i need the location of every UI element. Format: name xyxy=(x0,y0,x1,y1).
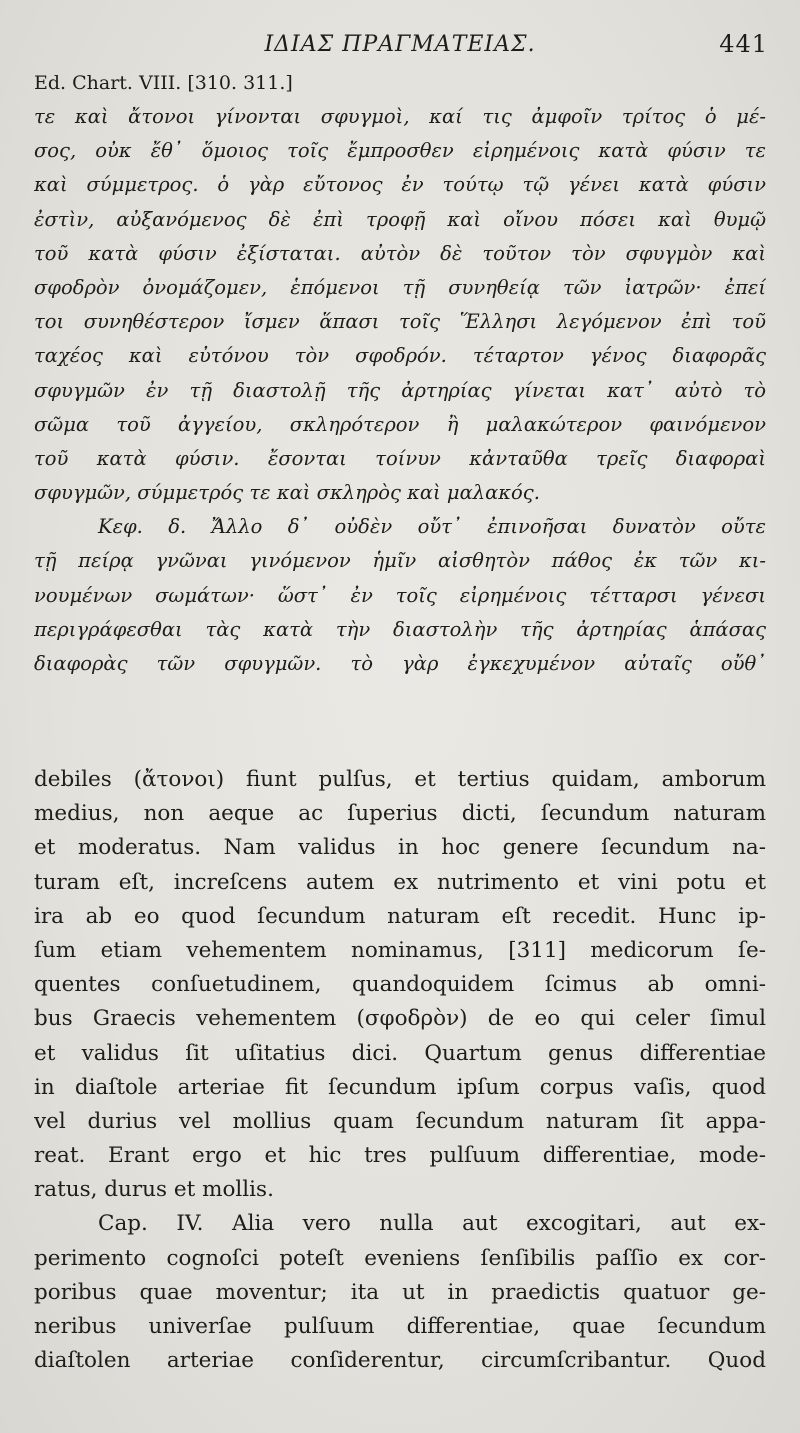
greek-chapter-heading-line: Κεφ. δ. Ἄλλο δ᾽ οὐδὲν οὔτ᾽ ἐπινοῆσαι δυνατὸν οὔτε xyxy=(98,515,766,539)
greek-line: σφυγμῶν ἐν τῇ διαστολῇ τῆς ἀρτηρίας γίνεται κατ᾽ αὐτὸ τὸ xyxy=(34,378,766,402)
latin-line: neribus univerſae pulſuum differentiae, quae ſecundum xyxy=(34,1314,766,1339)
greek-line: περιγράφεσθαι τὰς κατὰ τὴν διαστολὴν τῆς ἀρτηρίας ἁπάσας xyxy=(34,617,766,641)
greek-line: τοι συνηθέστερον ἴσμεν ἅπασι τοῖς Ἕλλησι λεγόμενον ἐπὶ τοῦ xyxy=(34,310,766,334)
running-head xyxy=(0,30,800,64)
edition-reference: Ed. Chart. VIII. [310. 311.] xyxy=(34,72,293,94)
latin-line: et validus ſit uſitatius dici. Quartum genus differentiae xyxy=(34,1040,766,1066)
greek-line: ἐστὶν, αὐξανόμενος δὲ ἐπὶ τροφῇ καὶ οἴνου πόσει καὶ θυμῷ xyxy=(34,207,766,231)
greek-line: σος, οὐκ ἔθ᾽ ὅμοιος τοῖς ἔμπροσθεν εἰρημένοις κατὰ φύσιν τε xyxy=(34,139,766,163)
page-number: 441 xyxy=(719,30,768,58)
latin-line: vel durius vel mollius quam ſecundum naturam ſit appa- xyxy=(34,1108,766,1134)
latin-line: perimento cognoſci poteſt eveniens ſenſibilis paſſio ex cor- xyxy=(34,1245,766,1271)
latin-text-block xyxy=(34,763,766,1378)
latin-line: poribus quae moventur; ita ut in praedictis quatuor ge- xyxy=(34,1279,766,1305)
latin-line: in diaſtole arteriae fit ſecundum ipſum corpus vaſis, quod xyxy=(34,1074,766,1100)
latin-line: et moderatus. Nam validus in hoc genere ſecundum na- xyxy=(34,835,766,861)
greek-line: τε καὶ ἄτονοι γίνονται σφυγμοὶ, καί τις ἀμφοῖν τρίτος ὁ μέ- xyxy=(34,105,766,128)
greek-line: σῶμα τοῦ ἀγγείου, σκληρότερον ἢ μαλακώτερον φαινόμενον xyxy=(34,412,766,436)
greek-line: νουμένων σωμάτων· ὥστ᾽ ἐν τοῖς εἰρημένοις τέτταρσι γένεσι xyxy=(34,583,766,607)
greek-line: τοῦ κατὰ φύσιν ἐξίσταται. αὐτὸν δὲ τοῦτον τὸν σφυγμὸν καὶ xyxy=(34,241,766,265)
latin-line: ratus, durus et mollis. xyxy=(34,1177,274,1203)
latin-line: quentes conſuetudinem, quandoquidem ſcimus ab omni- xyxy=(34,972,766,998)
greek-line: διαφορὰς τῶν σφυγμῶν. τὸ γὰρ ἐγκεχυμένον αὐταῖς οὔθ᾽ xyxy=(34,652,766,675)
latin-chapter-heading-line: Cap. IV. Alia vero nulla aut excogitari, aut ex- xyxy=(98,1211,766,1237)
latin-line: ſum etiam vehementem nominamus, [311] medicorum ſe- xyxy=(34,937,766,963)
running-title: ΙΔΙΑΣ ΠΡΑΓΜΑΤΕΙΑΣ. xyxy=(264,32,536,57)
greek-line: σφυγμῶν, σύμμετρός τε καὶ σκληρὸς καὶ μαλακός. xyxy=(34,481,540,505)
latin-line: reat. Erant ergo et hic tres pulſuum differentiae, mode- xyxy=(34,1143,766,1169)
latin-line: medius, non aeque ac ſuperius dicti, ſecundum naturam xyxy=(34,801,766,827)
greek-line: σφοδρὸν ὀνομάζομεν, ἑπόμενοι τῇ συνηθείᾳ τῶν ἰατρῶν· ἐπεί xyxy=(34,275,766,299)
greek-text-block xyxy=(34,100,766,681)
latin-line: turam eſt, increſcens autem ex nutrimento et vini potu et xyxy=(34,869,766,895)
greek-line: τῇ πείρᾳ γνῶναι γινόμενον ἡμῖν αἰσθητὸν πάθος ἐκ τῶν κι- xyxy=(34,549,766,573)
latin-line: bus Graecis vehementem (σφοδρὸν) de eo qui celer ſimul xyxy=(34,1006,766,1032)
latin-line: diaſtolen arteriae conſiderentur, circumſcribantur. Quod xyxy=(34,1348,766,1374)
greek-line: τοῦ κατὰ φύσιν. ἔσονται τοίνυν κἀνταῦθα τρεῖς διαφοραὶ xyxy=(34,446,766,470)
greek-line: ταχέος καὶ εὐτόνου τὸν σφοδρόν. τέταρτον γένος διαφορᾶς xyxy=(34,344,766,368)
latin-line: debiles (ἄτονοι) fiunt pulſus, et tertius quidam, amborum xyxy=(34,767,766,792)
latin-line: ira ab eo quod ſecundum naturam eſt recedit. Hunc ip- xyxy=(34,903,766,929)
greek-line: καὶ σύμμετρος. ὁ γὰρ εὔτονος ἐν τούτῳ τῷ γένει κατὰ φύσιν xyxy=(34,173,766,197)
